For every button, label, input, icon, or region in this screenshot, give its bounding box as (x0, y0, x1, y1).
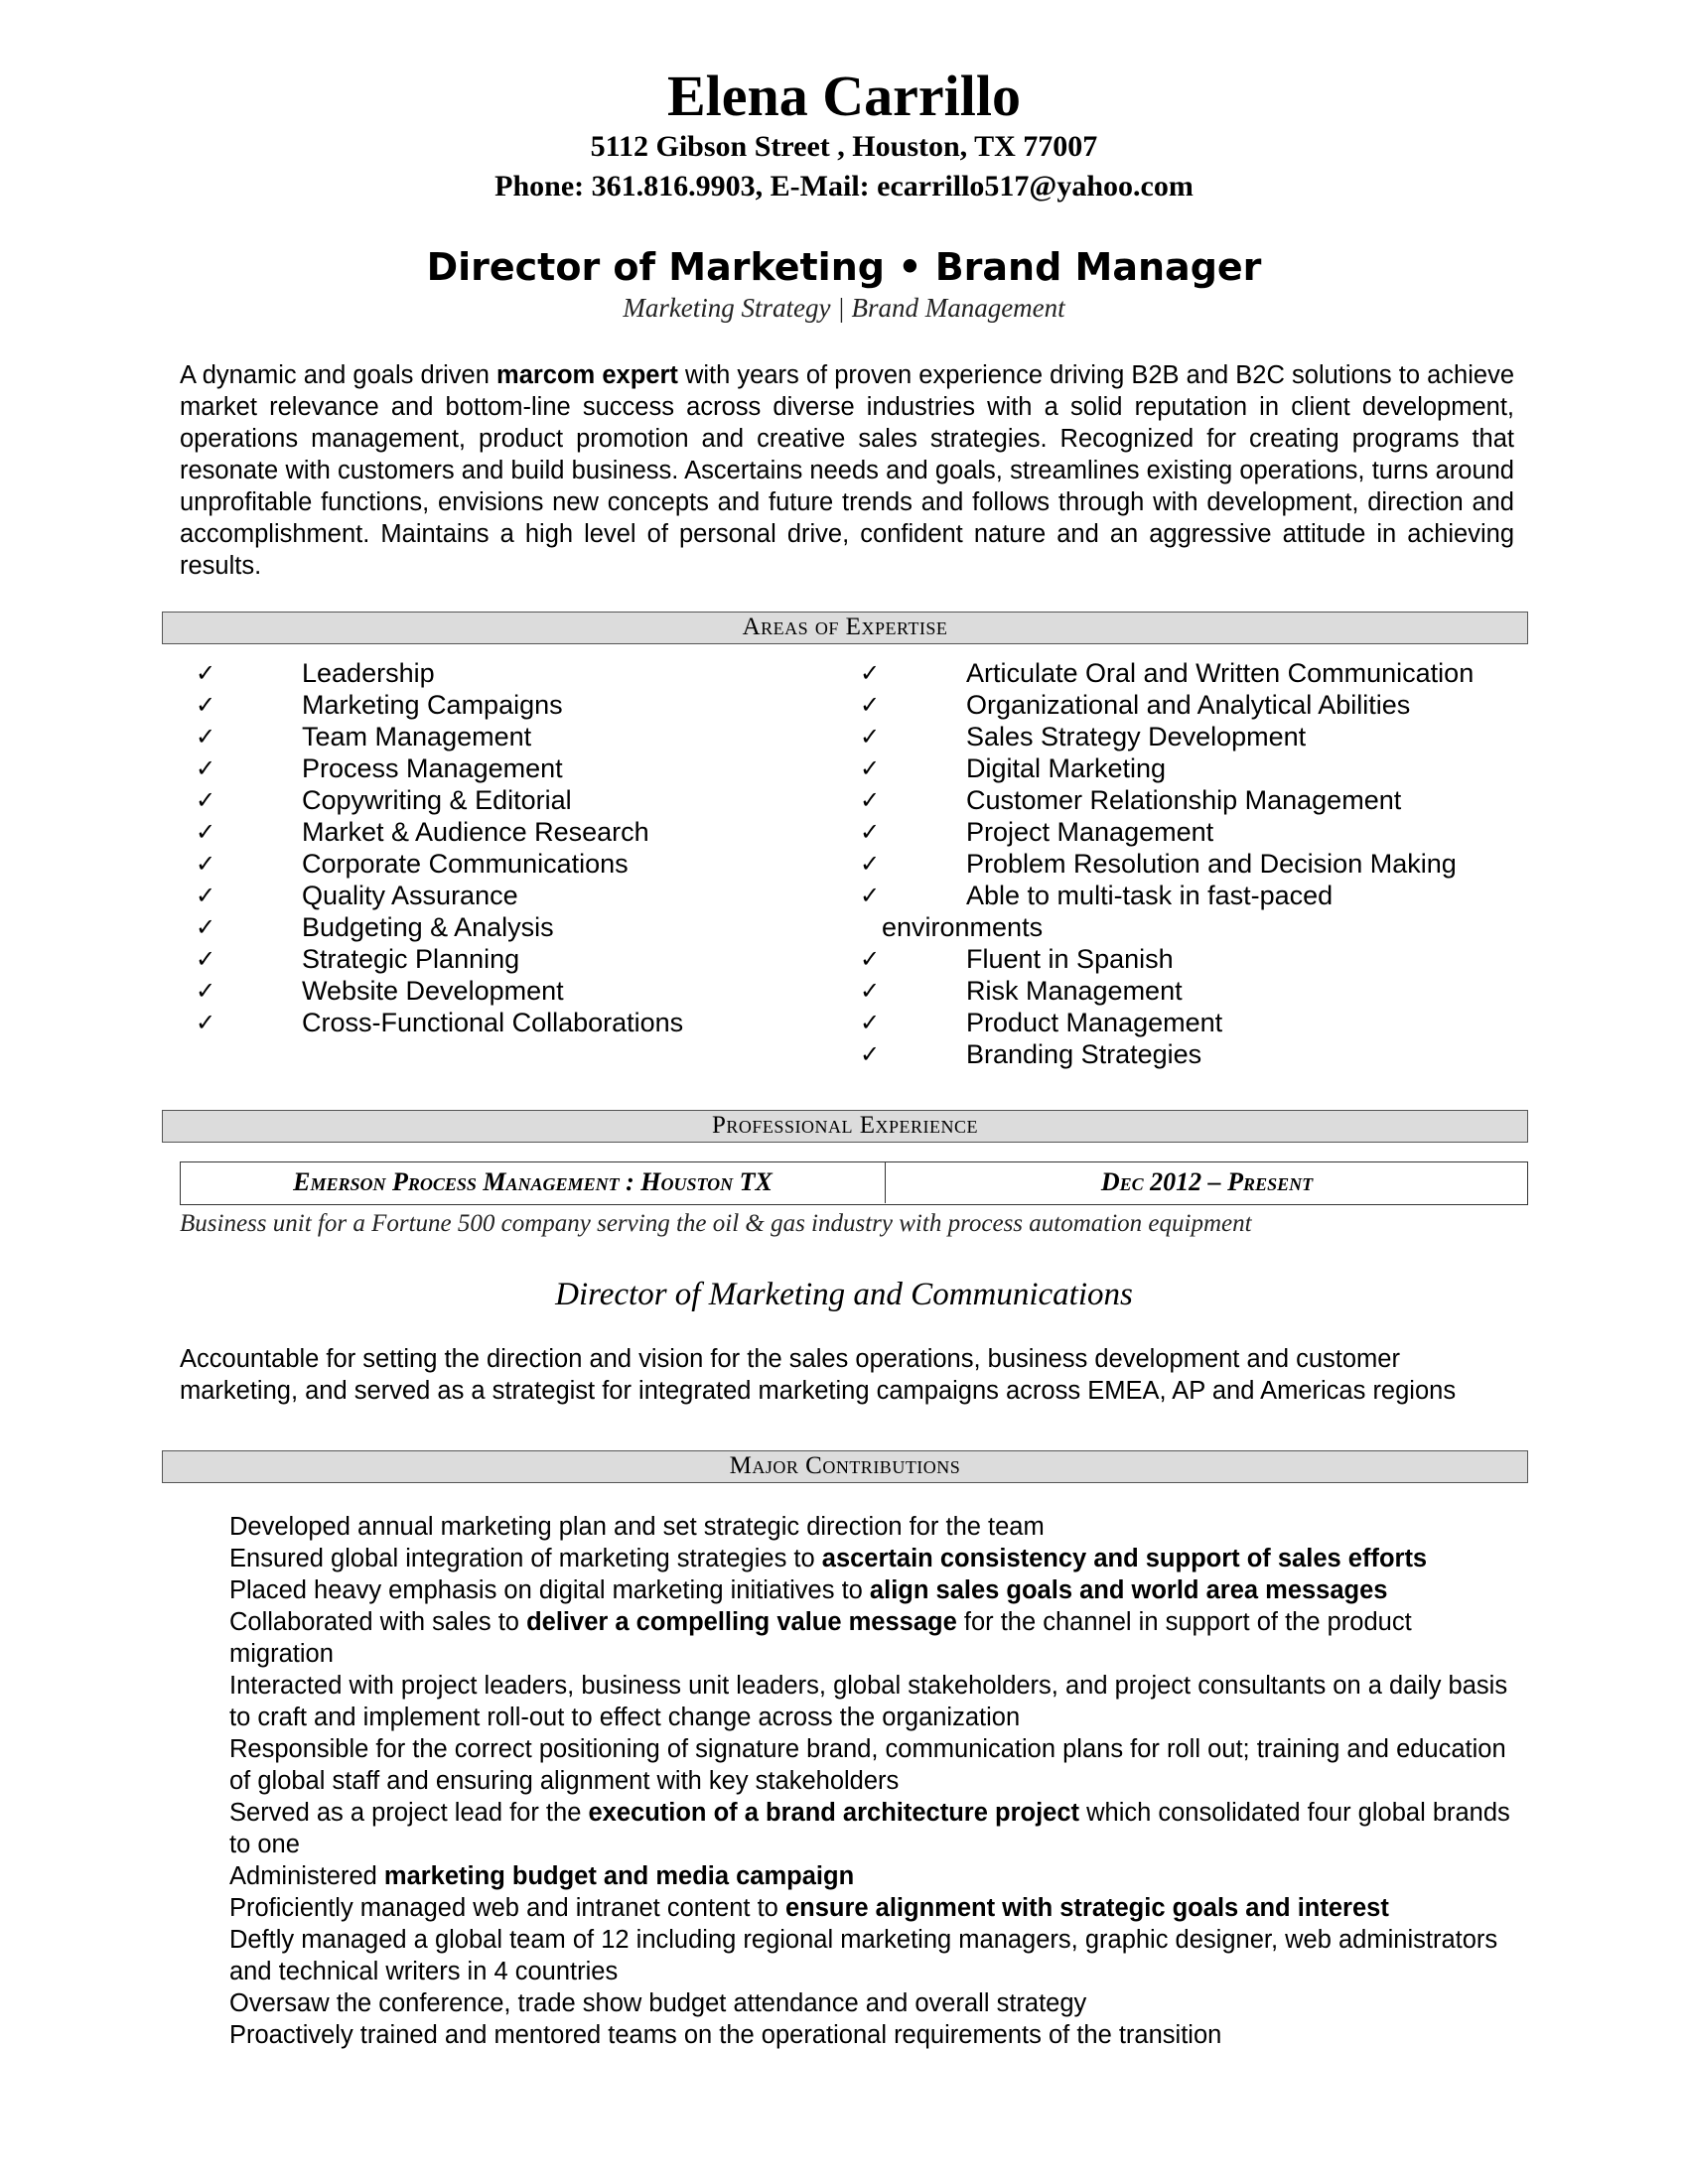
checkmark-icon: ✓ (860, 818, 881, 846)
checkmark-icon: ✓ (196, 1009, 216, 1036)
job-title: Director of Marketing and Communications (555, 1277, 1133, 1312)
checkmark-icon: ✓ (860, 882, 881, 909)
expertise-item (196, 752, 752, 784)
expertise-item-label: Sales Strategy Development (966, 722, 1307, 751)
contribution-text-pre: Proactively trained and mentored teams on the operational requirements of the transition (229, 2021, 1222, 2049)
contribution-item (180, 1670, 1520, 1733)
expertise-item (860, 880, 1535, 911)
expertise-item-label: Digital Marketing (966, 753, 1167, 783)
expertise-item (860, 848, 1535, 880)
expertise-item (860, 816, 1535, 848)
expertise-item (196, 689, 752, 721)
checkmark-icon: ✓ (196, 977, 216, 1005)
expertise-item-label: Customer Relationship Management (966, 785, 1402, 815)
contribution-text-pre: Oversaw the conference, trade show budget attendance and overall strategy (229, 1989, 1087, 2017)
contribution-item (180, 1924, 1520, 1987)
expertise-item (860, 784, 1535, 816)
contribution-text-pre: Developed annual marketing plan and set strategic direction for the team (229, 1513, 1045, 1541)
expertise-item-label: Copywriting & Editorial (302, 785, 572, 815)
expertise-item (860, 943, 1535, 975)
contribution-item (180, 1543, 1520, 1574)
address: 5112 Gibson Street , Houston, TX 77007 (590, 130, 1098, 163)
expertise-item (196, 943, 752, 975)
expertise-item-label: Fluent in Spanish (966, 944, 1174, 974)
expertise-item (860, 1038, 1535, 1070)
employer-name: Emerson Process Management : Houston TX (181, 1162, 886, 1203)
checkmark-icon: ✓ (860, 945, 881, 973)
expertise-item-label: Leadership (302, 658, 435, 688)
checkmark-icon: ✓ (860, 786, 881, 814)
contribution-text-pre: Placed heavy emphasis on digital marketing initiatives to (229, 1576, 870, 1604)
checkmark-icon: ✓ (196, 913, 216, 941)
contribution-item (180, 1987, 1520, 2019)
contribution-text-post: for the channel in support of the product migration (229, 1608, 1412, 1668)
contribution-text-bold: execution of a brand architecture project (588, 1799, 1080, 1827)
expertise-item-label: Budgeting & Analysis (302, 912, 554, 942)
expertise-item (860, 1007, 1535, 1038)
role-description: Accountable for setting the direction and vision for the sales operations, business development and customer marketing, and served as a strategist for integrated marketing campaigns across EMEA, AP and Americas regions (180, 1345, 1457, 1405)
checkmark-icon: ✓ (860, 977, 881, 1005)
expertise-item (860, 975, 1535, 1007)
headline: Director of Marketing • Brand Manager (426, 245, 1262, 289)
expertise-item-label: Strategic Planning (302, 944, 520, 974)
expertise-item-label: Website Development (302, 976, 564, 1006)
summary-bold: marcom expert (496, 361, 678, 389)
contribution-text-post: which consolidated four global brands to one (229, 1799, 1510, 1858)
expertise-item-label: Process Management (302, 753, 563, 783)
expertise-item-label: Cross-Functional Collaborations (302, 1008, 684, 1037)
contribution-text-pre: Interacted with project leaders, business unit leaders, global stakeholders, and project consultants on a daily basis to craft and implement roll-out to effect change across the organization (229, 1672, 1508, 1731)
expertise-item (196, 657, 752, 689)
section-header-contributions: Major Contributions (162, 1450, 1528, 1483)
expertise-item-wrap: environments (882, 912, 1044, 942)
expertise-item-label: Able to multi-task in fast-paced (966, 881, 1334, 910)
contribution-item (180, 1574, 1520, 1606)
contribution-text-pre: Proficiently managed web and intranet content to (229, 1894, 785, 1922)
section-header-experience: Professional Experience (162, 1110, 1528, 1143)
expertise-item-label: Problem Resolution and Decision Making (966, 849, 1457, 879)
summary-text-end: with years of proven experience driving B2B and B2C solutions to achieve market relevance and bottom-line success across diverse industries with a solid reputation in client development, operations management, product promotion and creative sales strategies. Recognized for creating programs that resonate with customers and build business. Ascertains needs and goals, streamlines existing operations, turns around unprofitable functions, envisions new concepts and future trends and follows through with development, direction and accomplishment. Maintains a high level of personal drive, confident nature and an aggressive attitude in achieving results. (180, 361, 1515, 580)
checkmark-icon: ✓ (196, 786, 216, 814)
contribution-text-bold: align sales goals and world area messages (869, 1576, 1388, 1604)
expertise-item-label: Team Management (302, 722, 532, 751)
expertise-left-column (196, 657, 752, 1038)
contribution-item (180, 1511, 1520, 1543)
checkmark-icon: ✓ (196, 818, 216, 846)
checkmark-icon: ✓ (860, 691, 881, 719)
expertise-item-label: Organizational and Analytical Abilities (966, 690, 1411, 720)
contribution-item (180, 1860, 1520, 1892)
expertise-item (196, 911, 752, 943)
expertise-item-label: Risk Management (966, 976, 1183, 1006)
contribution-text-bold: marketing budget and media campaign (383, 1862, 855, 1890)
expertise-item-label: Product Management (966, 1008, 1223, 1037)
checkmark-icon: ✓ (860, 754, 881, 782)
contribution-item (180, 1892, 1520, 1924)
contribution-text-pre: Ensured global integration of marketing strategies to (229, 1545, 822, 1572)
expertise-item-label: Market & Audience Research (302, 817, 649, 847)
expertise-item-label: Branding Strategies (966, 1039, 1202, 1069)
checkmark-icon: ✓ (196, 945, 216, 973)
expertise-item (196, 880, 752, 911)
contribution-text-pre: Responsible for the correct positioning of signature brand, communication plans for roll out; training and education of global staff and ensuring alignment with key stakeholders (229, 1735, 1506, 1795)
contribution-text-bold: ensure alignment with strategic goals and interest (784, 1894, 1389, 1922)
contributions-list (180, 1511, 1520, 2051)
expertise-item-label: Project Management (966, 817, 1214, 847)
expertise-item-label: Corporate Communications (302, 849, 629, 879)
expertise-item (860, 689, 1535, 721)
expertise-item (196, 975, 752, 1007)
checkmark-icon: ✓ (860, 1040, 881, 1068)
subheadline: Marketing Strategy | Brand Management (623, 293, 1065, 323)
checkmark-icon: ✓ (196, 882, 216, 909)
expertise-item (196, 721, 752, 752)
expertise-item (860, 657, 1535, 689)
candidate-name: Elena Carrillo (666, 64, 1021, 128)
expertise-item (196, 816, 752, 848)
expertise-item-label: Quality Assurance (302, 881, 518, 910)
contribution-text-bold: deliver a compelling value message (526, 1608, 957, 1636)
expertise-right-column (860, 657, 1535, 1070)
contribution-text-pre: Deftly managed a global team of 12 including regional marketing managers, graphic designer, web administrators and technical writers in 4 countries (229, 1926, 1498, 1985)
contribution-item (180, 1733, 1520, 1797)
expertise-item (860, 752, 1535, 784)
employer-table (180, 1161, 1528, 1205)
section-header-expertise: Areas of Expertise (162, 612, 1528, 644)
expertise-item (860, 721, 1535, 752)
expertise-item-label: Articulate Oral and Written Communication (966, 658, 1475, 688)
business-unit-description: Business unit for a Fortune 500 company serving the oil & gas industry with process automation equipment (180, 1210, 1252, 1237)
expertise-item-label: Marketing Campaigns (302, 690, 563, 720)
checkmark-icon: ✓ (860, 850, 881, 878)
contribution-text-pre: Administered (229, 1862, 384, 1890)
contribution-item (180, 2019, 1520, 2051)
expertise-item (196, 784, 752, 816)
expertise-item (196, 1007, 752, 1038)
checkmark-icon: ✓ (196, 754, 216, 782)
contribution-text-bold: ascertain consistency and support of sales efforts (821, 1545, 1428, 1572)
checkmark-icon: ✓ (860, 723, 881, 751)
contribution-text-pre: Collaborated with sales to (229, 1608, 527, 1636)
contribution-item (180, 1606, 1520, 1670)
checkmark-icon: ✓ (860, 1009, 881, 1036)
checkmark-icon: ✓ (196, 723, 216, 751)
summary-paragraph (180, 359, 1514, 582)
expertise-item (196, 848, 752, 880)
summary-text-start: A dynamic and goals driven (180, 361, 497, 389)
checkmark-icon: ✓ (196, 691, 216, 719)
checkmark-icon: ✓ (196, 850, 216, 878)
contribution-item (180, 1797, 1520, 1860)
checkmark-icon: ✓ (860, 659, 881, 687)
checkmark-icon: ✓ (196, 659, 216, 687)
phone-email: Phone: 361.816.9903, E-Mail: ecarrillo517@yahoo.com (494, 170, 1194, 203)
contribution-text-pre: Served as a project lead for the (229, 1799, 589, 1827)
employment-dates: Dec 2012 – Present (1100, 1167, 1314, 1196)
